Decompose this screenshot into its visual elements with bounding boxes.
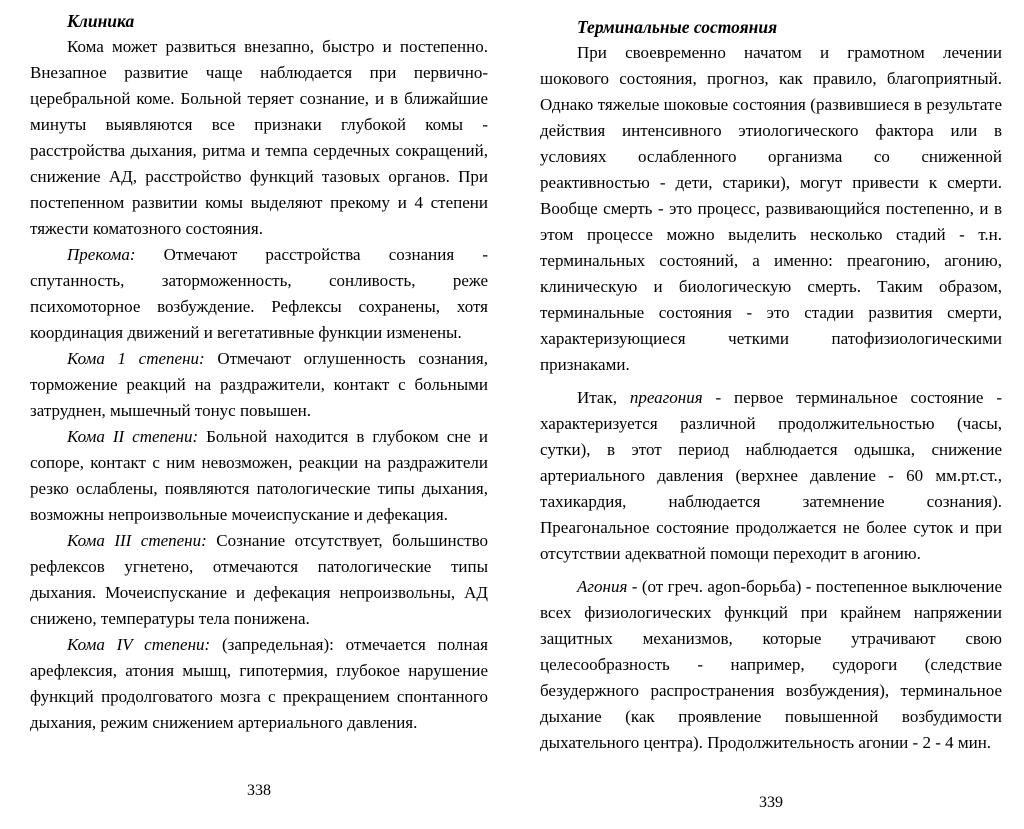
page-left: [30, 8, 488, 820]
paragraph-lead: Кома 1 степени:: [67, 349, 205, 368]
paragraph-lead: преагония: [629, 388, 703, 407]
paragraph: [30, 242, 488, 346]
paragraph-text: - (от греч. agon-борьба) - постепенное выключение всех физиологических функций при крайнем напряжении защитных механизмов, которые утрачивают свою целесообразность - например, судороги (следствие безудержного распространения возбуждения), терминальное дыхание (как проявление повышенной возбудимости дыхательного центра). Продолжительность агонии - 2 - 4 мин.: [540, 577, 1002, 752]
paragraph-lead-prefix: Итак,: [577, 388, 630, 407]
page-number: 339: [759, 794, 783, 811]
paragraph-text: Кома может развиться внезапно, быстро и постепенно. Внезапное развитие чаще наблюдается при первично-церебральной коме. Больной теряет сознание, и в ближайшие минуты выявляются все признаки глубокой комы - расстройства дыхания, ритма и темпа сердечных сокращений, снижение АД, расстройство функций тазовых органов. При постепенном развитии комы выделяют прекому и 4 степени тяжести коматозного состояния.: [30, 37, 488, 238]
page-number: 338: [247, 782, 271, 799]
paragraph: [540, 385, 1002, 567]
paragraph: [30, 346, 488, 424]
paragraph: [30, 528, 488, 632]
paragraph: [540, 40, 1002, 378]
paragraph-lead: Кома III степени:: [67, 531, 207, 550]
paragraph-text: (запредельная): отмечается полная арефлексия, атония мышц, гипотермия, глубокое нарушение функций продолговатого мозга с прекращением спонтанного дыхания, режим снижением артериального давления.: [30, 635, 488, 732]
section-title-terminalnye-sostoyaniya: Терминальные состояния: [577, 17, 778, 37]
paragraph-text: Отмечают расстройства сознания - спутанность, заторможенность, сонливость, реже психомоторное возбуждение. Рефлексы сохранены, хотя координация движений и вегетативные функции изменены.: [30, 245, 488, 342]
paragraph: [30, 34, 488, 242]
paragraph-text: Больной находится в глубоком сне и сопоре, контакт с ним невозможен, реакции на раздражители резко ослаблены, появляются патологические типы дыхания, возможны непроизвольные мочеиспускание и дефекация.: [30, 427, 488, 524]
section-title-klinika: Клиника: [67, 11, 135, 31]
paragraph-lead: Агония: [577, 577, 628, 596]
paragraph-lead: Прекома:: [67, 245, 136, 264]
paragraph-text: Сознание отсутствует, большинство рефлексов угнетено, отмечаются патологические типы дыхания. Мочеиспускание и дефекация непроизвольны, АД снижено, температуры тела понижена.: [30, 531, 488, 628]
paragraph-text: Отмечают оглушенность сознания, торможение реакций на раздражители, контакт с больными затруднен, мышечный тонус повышен.: [30, 349, 488, 420]
paragraph-lead: Кома IV степени:: [67, 635, 211, 654]
paragraph: [540, 574, 1002, 756]
paragraph-text: - первое терминальное состояние - характеризуется различной продолжительностью (часы, сутки), в этот период наблюдается одышка, снижение артериального давления (верхнее давление - 60 мм.рт.ст., тахикардия, наблюдается затемнение сознания). Преагональное состояние продолжается не более суток и при отсутствии адекватной помощи переходит в агонию.: [540, 388, 1003, 563]
page-right: [540, 14, 1002, 822]
paragraph-text: При своевременно начатом и грамотном лечении шокового состояния, прогноз, как правило, благоприятный. Однако тяжелые шоковые состояния (развившиеся в результате действия интенсивного этиологического фактора или в условиях ослабленного организма со сниженной реактивностью - дети, старики), могут привести к смерти. Вообще смерть - это процесс, развивающийся постепенно, и в этом процессе можно выделить несколько стадий - т.н. терминальных состояний, а именно: преагонию, агонию, клиническую и биологическую смерть. Таким образом, терминальные состояния - это стадии развития смерти, характеризующиеся четкими патофизиологическими признаками.: [540, 43, 1002, 374]
paragraph: [30, 424, 488, 528]
paragraph-lead: Кома II степени:: [67, 427, 199, 446]
paragraph: [30, 632, 488, 736]
